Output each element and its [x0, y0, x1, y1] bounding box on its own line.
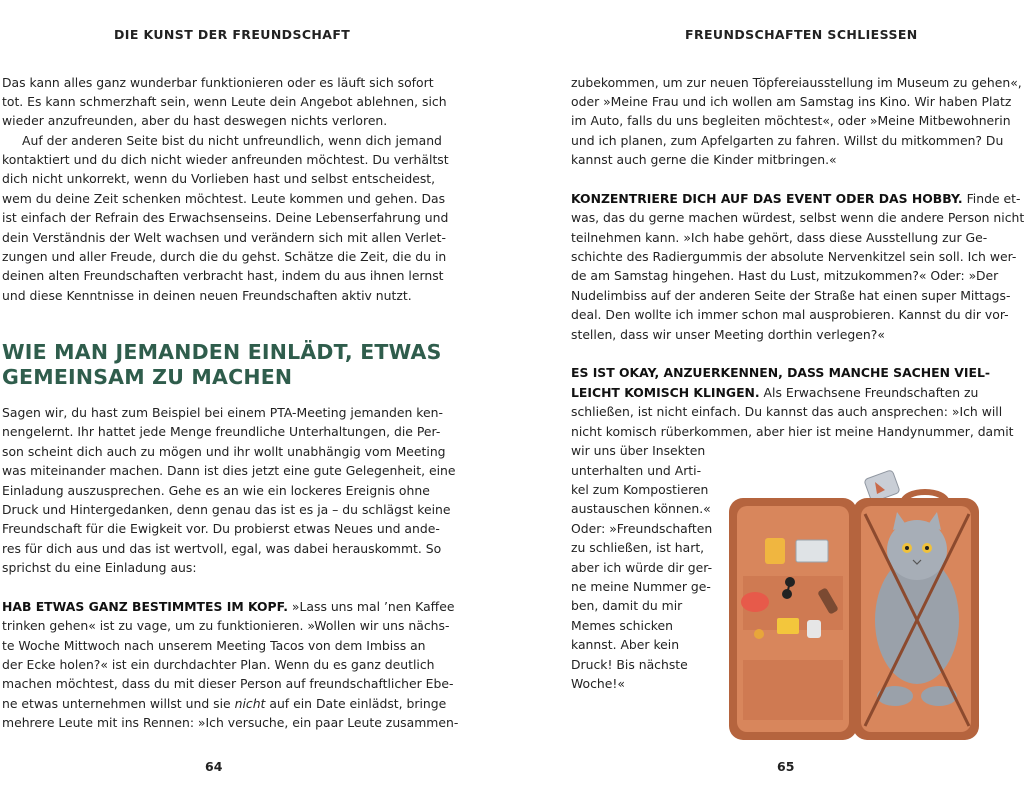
- body-line: Oder: »Freundschaften: [571, 521, 713, 536]
- body-line: zungen und aller Freude, durch die du gehst. Schätze die Zeit, die du in: [2, 249, 447, 264]
- section-heading-line1: WIE MAN JEMANDEN EINLÄDT, ETWAS: [2, 340, 442, 364]
- passport-icon: [796, 540, 828, 562]
- body-line: wieder anzufreunden, aber du hast deswegen nichts verloren.: [2, 113, 388, 128]
- body-line: Druck! Bis nächste: [571, 657, 688, 672]
- body-line: nicht komisch rüberkommen, aber hier ist meine Handynummer, damit: [571, 424, 1014, 439]
- body-line: ben, damit du mir: [571, 598, 683, 613]
- body-line: [571, 189, 1020, 208]
- body-line: [571, 383, 978, 402]
- body-line: trinken gehen« ist zu vage, um zu funktionieren. »Wollen wir uns nächs-: [2, 618, 450, 633]
- body-line: oder »Meine Frau und ich wollen am Samstag ins Kino. Wir haben Platz: [571, 94, 1012, 109]
- body-line: kannst auch gerne die Kinder mitbringen.«: [571, 152, 837, 167]
- body-line: deal. Den wollte ich immer schon mal ausprobieren. Kannst du dir vor-: [571, 307, 1009, 322]
- lead-in-rest: »Lass uns mal ’nen Kaffee: [287, 599, 455, 614]
- body-line: wir uns über Insekten: [571, 443, 706, 458]
- body-line: te Woche Mittwoch nach unserem Meeting Tacos von dem Imbiss an: [2, 638, 426, 653]
- body-line: im Auto, falls du uns begleiten möchtest«, oder »Meine Mitbewohnerin: [571, 113, 1011, 128]
- body-line: kel zum Kompostieren: [571, 482, 709, 497]
- right-page: [500, 0, 1024, 800]
- body-line: Druck und Hintergedanken, denn genau das ist es ja – du schlägst keine: [2, 502, 451, 517]
- body-line: [2, 597, 454, 616]
- body-line: de am Samstag hingehen. Hast du Lust, mitzukommen?« Oder: »Der: [571, 268, 999, 283]
- page-number: 64: [205, 759, 223, 774]
- body-line: Das kann alles ganz wunderbar funktionieren oder es läuft sich sofort: [2, 75, 434, 90]
- body-line: aber ich würde dir ger-: [571, 560, 713, 575]
- body-line: machen möchtest, dass du mit dieser Person auf freundschaftlicher Ebe-: [2, 676, 454, 691]
- lead-in-rest: Als Erwachsene Freundschaften zu: [759, 385, 979, 400]
- section-heading-line2: GEMEINSAM ZU MACHEN: [2, 365, 293, 389]
- lead-in-rest: Finde et-: [962, 191, 1021, 206]
- body-line: unterhalten und Arti-: [571, 463, 702, 478]
- body-line: Nudelimbiss auf der anderen Seite der Straße hat einen super Mittags-: [571, 288, 1011, 303]
- body-line: Auf der anderen Seite bist du nicht unfreundlich, wenn dich jemand: [22, 133, 442, 148]
- body-line: zu schließen, ist hart,: [571, 540, 705, 555]
- body-line: was, das du gerne machen würdest, selbst wenn die andere Person nicht: [571, 210, 1024, 225]
- sandals-icon: [765, 538, 785, 564]
- body-line: son scheint dich auch zu mögen und ihr wollt unabhängig vom Meeting: [2, 444, 446, 459]
- body-line: kannst. Aber kein: [571, 637, 680, 652]
- body-line: dein Verständnis der Welt wachsen und verändern sich mit allen Verlet-: [2, 230, 446, 245]
- body-line: ne meine Nummer ge-: [571, 579, 711, 594]
- body-line: der Ecke holen?« ist ein durchdachter Plan. Wenn du es ganz deutlich: [2, 657, 435, 672]
- body-line: [571, 363, 990, 382]
- sticker-icon: [741, 592, 769, 612]
- body-line: sprichst du eine Einladung aus:: [2, 560, 197, 575]
- text-span: auf ein Date einlädst, bringe: [265, 696, 447, 711]
- body-line: Memes schicken: [571, 618, 673, 633]
- body-line: Sagen wir, du hast zum Beispiel bei einem PTA-Meeting jemanden ken-: [2, 405, 443, 420]
- body-line: kontaktiert und du dich nicht wieder anfreunden möchtest. Du verhältst: [2, 152, 449, 167]
- body-line: Woche!«: [571, 676, 625, 691]
- lipstick-icon: [754, 629, 764, 639]
- body-line: schichte des Radiergummis der absolute Nervenkitzel sein soll. Ich wer-: [571, 249, 1017, 264]
- body-line: Einladung auszusprechen. Gehe es an wie ein lockeres Ereignis ohne: [2, 483, 430, 498]
- page-number: 65: [777, 759, 795, 774]
- body-line: austauschen können.«: [571, 501, 711, 516]
- suitcase-cat-illustration: [725, 470, 990, 745]
- body-line: zubekommen, um zur neuen Töpfereiausstellung im Museum zu gehen«,: [571, 75, 1022, 90]
- body-line: deinen alten Freundschaften verbracht hast, indem du aus ihnen lernst: [2, 268, 444, 283]
- italic-emphasis: nicht: [234, 696, 266, 711]
- body-line: schließen, ist nicht einfach. Du kannst das auch ansprechen: »Ich will: [571, 404, 1003, 419]
- bottle-icon: [807, 620, 821, 638]
- lead-in-bold: KONZENTRIERE DICH AUF DAS EVENT ODER DAS HOBBY.: [571, 191, 963, 206]
- body-line: stellen, dass wir unser Meeting dorthin verlegen?«: [571, 327, 885, 342]
- body-line: tot. Es kann schmerzhaft sein, wenn Leute dein Angebot ablehnen, sich: [2, 94, 447, 109]
- lid-pocket: [743, 660, 843, 720]
- chips-bag-icon: [777, 618, 799, 634]
- body-line: und ich planen, zum Apfelgarten zu fahren. Willst du mitkommen? Du: [571, 133, 1004, 148]
- lead-in-bold: ES IST OKAY, ANZUERKENNEN, DASS MANCHE SACHEN VIEL-: [571, 365, 990, 380]
- body-line: nengelernt. Ihr hattet jede Menge freundliche Unterhaltungen, die Per-: [2, 424, 441, 439]
- body-line: teilnehmen kann. »Ich habe gehört, dass diese Ausstellung zur Ge-: [571, 230, 988, 245]
- body-line: dich nicht unkorrekt, wenn du Vorlieben hast und selbst entscheidest,: [2, 171, 436, 186]
- body-line: ist einfach der Refrain des Erwachsenseins. Deine Lebenserfahrung und: [2, 210, 449, 225]
- body-line: was miteinander machen. Dann ist dies jetzt eine gute Gelegenheit, eine: [2, 463, 456, 478]
- body-line: [2, 694, 446, 713]
- body-line: mehrere Leute mit ins Rennen: »Ich versuche, ein paar Leute zusammen-: [2, 715, 459, 730]
- body-line: res für dich aus und das ist wertvoll, egal, was dabei herauskommt. So: [2, 541, 442, 556]
- left-page: [0, 0, 500, 800]
- lead-in-bold: LEICHT KOMISCH KLINGEN.: [571, 385, 760, 400]
- body-line: Freundschaft für die Ewigkeit vor. Du probierst etwas Neues und ande-: [2, 521, 440, 536]
- lead-in-bold: HAB ETWAS GANZ BESTIMMTES IM KOPF.: [2, 599, 288, 614]
- text-span: ne etwas unternehmen willst und sie: [2, 696, 235, 711]
- body-line: und diese Kenntnisse in deinen neuen Freundschaften aktiv nutzt.: [2, 288, 412, 303]
- body-line: wem du deine Zeit schenken möchtest. Leute kommen und gehen. Das: [2, 191, 446, 206]
- right-running-header: FREUNDSCHAFTEN SCHLIESSEN: [685, 27, 918, 42]
- left-running-header: DIE KUNST DER FREUNDSCHAFT: [114, 27, 351, 42]
